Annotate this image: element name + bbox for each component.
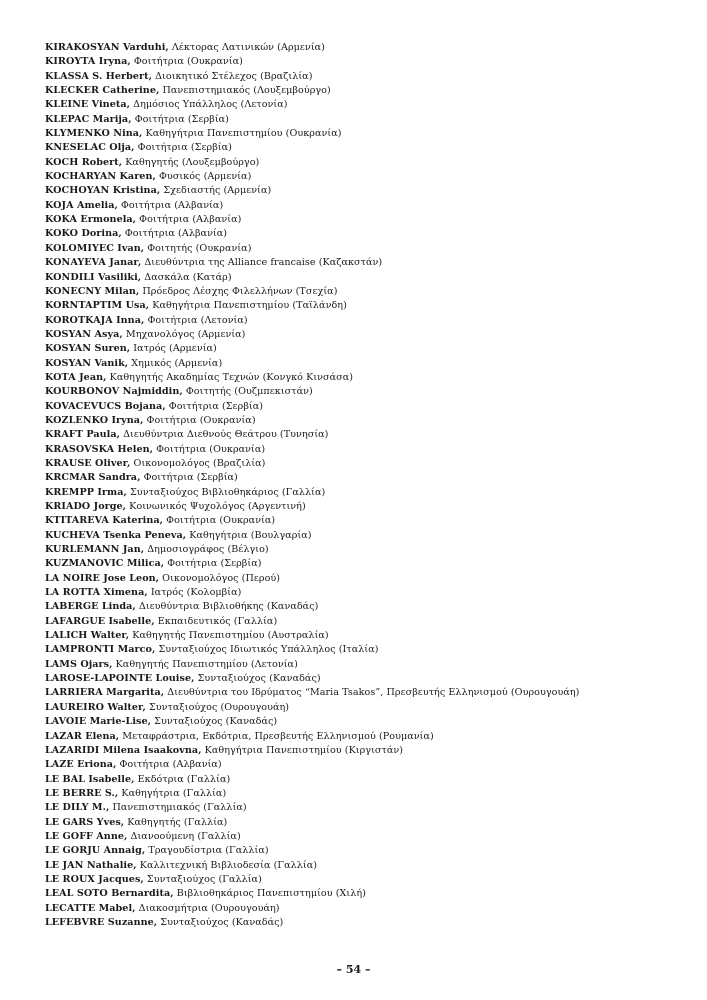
list-item (45, 500, 685, 514)
person-name: KIRAKOSYAN Varduhi, (45, 42, 169, 53)
list-item (45, 414, 685, 428)
person-description: Φοιτητής (Ουκρανία) (144, 242, 252, 254)
list-item (45, 643, 685, 657)
list-item (45, 529, 685, 543)
person-description: Χημικός (Αρμενία) (128, 357, 223, 369)
person-description: Σχεδιαστής (Αρμενία) (160, 185, 272, 197)
person-description: Φοιτήτρια (Σερβία) (140, 472, 238, 484)
person-name: LARRIERA Margarita, (45, 687, 165, 699)
list-item (45, 184, 685, 198)
person-name: KOZLENKO Iryna, (45, 414, 144, 426)
person-name: KOLOMIYEC Ivan, (45, 242, 145, 254)
person-description: Μεταφράστρια, Εκδότρια, Πρεσβευτής Ελληνισμού (Ρουμανία) (119, 730, 434, 742)
list-item (45, 629, 685, 643)
list-item (45, 715, 685, 729)
list-item (45, 271, 685, 285)
person-name: KRASOVSKA Helen, (45, 443, 154, 455)
list-item (45, 486, 685, 500)
person-name: LAMS Ojars, (45, 658, 113, 670)
list-item (45, 285, 685, 299)
person-description: Συνταξιούχος Βιβλιοθηκάριος (Γαλλία) (126, 486, 326, 498)
person-name: LE GOFF Anne, (45, 830, 128, 842)
list-item (45, 873, 685, 887)
person-name: LA NOIRE Jose Leon, (45, 572, 160, 584)
person-name: KTITAREVA Katerina, (45, 515, 164, 527)
person-description: Καθηγητής Πανεπιστημίου (Λετονία) (112, 658, 298, 670)
list-item (45, 55, 685, 69)
list-item (45, 730, 685, 744)
person-description: Καθηγήτρια (Γαλλία) (118, 787, 227, 799)
person-name: KORNTAPTIM Usa, (45, 300, 150, 312)
person-name: KOKA Ermonela, (45, 214, 137, 226)
person-description: Φοιτήτρια (Σερβία) (165, 400, 264, 412)
list-item (45, 227, 685, 241)
list-item (45, 830, 685, 844)
list-item (45, 916, 685, 930)
person-name: LAZE Eriona, (45, 759, 117, 771)
person-description: Φοιτήτρια (Αλβανία) (121, 228, 228, 240)
person-description: Φοιτήτρια (Αλβανία) (136, 214, 242, 226)
person-name: KOKO Dorina, (45, 228, 122, 240)
list-item (45, 443, 685, 457)
person-name: LA ROTTA Ximena, (45, 587, 148, 599)
person-name: LE BERRE S., (45, 787, 119, 799)
person-description: Ιατρός (Κολομβία) (147, 587, 242, 599)
list-item (45, 242, 685, 256)
person-description: Φοιτητής (Ουζμπεκιστάν) (182, 386, 313, 398)
person-description: Εκπαιδευτικός (Γαλλία) (154, 615, 278, 627)
person-description: Διευθύντρια Βιβλιοθήκης (Καναδάς) (135, 601, 319, 613)
person-name: KLECKER Catherine, (45, 85, 160, 97)
list-item (45, 141, 685, 155)
person-description: Καθηγήτρια (Βουλγαρία) (186, 529, 312, 541)
person-description: Δημοσιογράφος (Βέλγιο) (144, 544, 269, 556)
list-item (45, 371, 685, 385)
person-description: Φοιτήτρια (Ουκρανία) (163, 515, 276, 527)
list-item (45, 801, 685, 815)
list-item (45, 84, 685, 98)
list-item (45, 357, 685, 371)
person-description: Φοιτήτρια (Αλβανία) (117, 199, 224, 211)
list-item (45, 199, 685, 213)
person-name: KOTA Jean, (45, 371, 107, 383)
list-item (45, 615, 685, 629)
person-name: KOCH Robert, (45, 156, 123, 168)
participant-list (45, 41, 685, 930)
person-name: KOSYAN Vanik, (45, 357, 129, 369)
list-item (45, 844, 685, 858)
person-name: KONDILI Vasiliki, (45, 271, 142, 283)
person-name: KLYMENKO Nina, (45, 128, 143, 140)
list-item (45, 658, 685, 672)
person-description: Οικονομολόγος (Βραζιλία) (130, 457, 266, 469)
person-name: KIROYTA Iryna, (45, 56, 131, 68)
list-item (45, 816, 685, 830)
list-item (45, 70, 685, 84)
person-description: Λέκτορας Λατινικών (Αρμενία) (168, 42, 325, 53)
person-name: LAFARGUE Isabelle, (45, 615, 155, 627)
list-item (45, 887, 685, 901)
person-description: Πρόεδρος Λέσχης Φιλελλήνων (Τσεχία) (139, 285, 338, 297)
person-name: LE ROUX Jacques, (45, 873, 144, 885)
list-item (45, 600, 685, 614)
person-description: Φοιτήτρια (Ουκρανία) (130, 56, 243, 68)
person-name: KOCHOYAN Kristina, (45, 185, 161, 197)
list-item (45, 385, 685, 399)
person-description: Διευθύντρια της Alliance francaise (Καζακστάν) (141, 257, 383, 269)
person-name: LAUREIRO Walter, (45, 701, 146, 713)
list-item (45, 156, 685, 170)
list-item (45, 299, 685, 313)
person-description: Φοιτήτρια (Σερβία) (164, 558, 262, 570)
person-description: Διευθύντρια Διεθνούς Θεάτρου (Τυνησία) (120, 429, 329, 441)
list-item (45, 170, 685, 184)
list-item (45, 428, 685, 442)
list-item (45, 514, 685, 528)
person-description: Πανεπιστημιακός (Λουξεμβούργο) (159, 85, 331, 97)
list-item (45, 256, 685, 270)
person-description: Φοιτήτρια (Σερβία) (134, 142, 232, 154)
person-description: Δασκάλα (Κατάρ) (141, 271, 232, 283)
person-name: KURLEMANN Jan, (45, 544, 145, 556)
list-item (45, 113, 685, 127)
person-name: KONECNY Milan, (45, 285, 140, 297)
list-item (45, 342, 685, 356)
list-item (45, 902, 685, 916)
person-description: Διανοούμενη (Γαλλία) (127, 830, 241, 842)
person-description: Φοιτήτρια (Αλβανία) (116, 759, 222, 771)
person-name: LECATTE Mabel, (45, 902, 136, 914)
person-description: Συνταξιούχος Ιδιωτικός Υπάλληλος (Ιταλία) (155, 644, 379, 656)
list-item (45, 328, 685, 342)
person-name: KONAYEVA Janar, (45, 257, 142, 269)
list-item (45, 127, 685, 141)
list-item (45, 586, 685, 600)
list-item (45, 314, 685, 328)
person-description: Φοιτήτρια (Σερβία) (131, 113, 229, 125)
person-name: LE GORJU Annaig, (45, 845, 146, 857)
person-description: Καθηγητής (Λουξεμβούργο) (122, 156, 260, 168)
list-item (45, 686, 685, 700)
person-description: Οικονομολόγος (Περού) (159, 572, 281, 584)
person-name: KOSYAN Asya, (45, 328, 123, 340)
person-description: Φοιτήτρια (Ουκρανία) (153, 443, 266, 455)
person-description: Διακοσμήτρια (Ουρουγουάη) (135, 902, 280, 914)
person-name: KOVACEVUCS Bojana, (45, 400, 166, 412)
person-name: KLEINE Vineta, (45, 99, 130, 111)
person-name: KOSYAN Suren, (45, 343, 131, 355)
list-item (45, 701, 685, 715)
person-description: Βιβλιοθηκάριος Πανεπιστημίου (Χιλή) (173, 888, 366, 900)
list-item (45, 98, 685, 112)
person-name: KUCHEVA Tsenka Peneva, (45, 529, 187, 541)
person-description: Καθηγητής (Γαλλία) (124, 816, 228, 828)
person-name: KRIADO Jorge, (45, 501, 127, 512)
list-item (45, 543, 685, 557)
person-name: LAZAR Elena, (45, 730, 120, 742)
person-name: LEFEBVRE Suzanne, (45, 916, 158, 928)
person-name: KREMPP Irma, (45, 486, 127, 498)
person-name: LAZARIDI Milena Isaakovna, (45, 744, 202, 756)
list-item (45, 400, 685, 414)
person-description: Εκδότρια (Γαλλία) (134, 773, 231, 785)
list-item (45, 457, 685, 471)
page-number: – 54 – (336, 963, 371, 976)
person-description: Ιατρός (Αρμενία) (130, 343, 217, 355)
person-description: Καθηγήτρια Πανεπιστημίου (Ουκρανία) (142, 128, 342, 140)
list-item (45, 213, 685, 227)
person-name: LE JAN Nathalie, (45, 859, 137, 871)
list-item (45, 744, 685, 758)
person-description: Καθηγήτρια Πανεπιστημίου (Ταϊλάνδη) (149, 300, 347, 312)
person-name: KOURBONOV Najmiddin, (45, 386, 183, 398)
person-name: LAMPRONTI Marco, (45, 644, 156, 656)
person-name: KOROTKAJA Inna, (45, 314, 145, 326)
person-description: Συνταξιούχος (Καναδάς) (157, 916, 284, 928)
person-description: Διοικητικό Στέλεχος (Βραζιλία) (151, 70, 313, 82)
person-name: KOCHARYAN Karen, (45, 171, 156, 183)
person-name: KLASSA S. Herbert, (45, 70, 152, 82)
person-name: LEAL SOTO Bernardita, (45, 888, 174, 900)
person-name: LAVOIE Marie-Lise, (45, 716, 152, 728)
person-name: LE GARS Yves, (45, 816, 125, 828)
list-item (45, 773, 685, 787)
person-name: LALICH Walter, (45, 630, 130, 642)
list-item (45, 787, 685, 801)
list-item (45, 672, 685, 686)
person-description: Κοινωνικός Ψυχολόγος (Αργεντινή) (126, 501, 306, 512)
person-description: Φυσικός (Αρμενία) (155, 171, 252, 183)
person-name: LAROSE-LAPOINTE Louise, (45, 673, 195, 685)
person-name: KLEPAC Marija, (45, 113, 132, 125)
person-name: LE DILY M., (45, 802, 110, 814)
person-description: Φοιτήτρια (Λετονία) (144, 314, 248, 326)
person-description: Καθηγητής Πανεπιστημίου (Αυστραλία) (129, 630, 329, 642)
person-name: KRCMAR Sandra, (45, 472, 141, 484)
person-description: Δημόσιος Υπάλληλος (Λετονία) (130, 99, 288, 111)
person-description: Συνταξιούχος (Καναδάς) (194, 673, 321, 685)
person-description: Φοιτήτρια (Ουκρανία) (143, 414, 256, 426)
list-item (45, 758, 685, 772)
person-name: KNESELAC Olja, (45, 142, 135, 154)
person-description: Καθηγήτρια Πανεπιστημίου (Κιργιστάν) (201, 744, 404, 756)
person-description: Συνταξιούχος (Καναδάς) (151, 716, 278, 728)
person-description: Πανεπιστημιακός (Γαλλία) (109, 802, 247, 814)
person-name: LE BAL Isabelle, (45, 773, 135, 785)
person-name: KRAFT Paula, (45, 429, 120, 441)
person-description: Τραγουδίστρια (Γαλλία) (145, 845, 269, 857)
person-name: KRAUSE Oliver, (45, 457, 131, 469)
person-name: LABERGE Linda, (45, 601, 136, 613)
person-name: KOJA Amelia, (45, 199, 118, 211)
person-name: KUZMANOVIC Milica, (45, 558, 165, 570)
person-description: Μηχανολόγος (Αρμενία) (122, 328, 246, 340)
person-description: Καλλιτεχνική Βιβλιοδεσία (Γαλλία) (136, 859, 318, 871)
list-item (45, 859, 685, 873)
list-item (45, 41, 685, 55)
person-description: Συνταξιούχος (Γαλλία) (143, 873, 262, 885)
list-item (45, 572, 685, 586)
list-item (45, 557, 685, 571)
person-description: Συνταξιούχος (Ουρουγουάη) (145, 701, 290, 713)
person-description: Διευθύντρια του Ιδρύματος “Maria Tsakos”, Πρεσβευτής Ελληνισμού (Ουρουγουάη) (164, 687, 580, 699)
person-description: Καθηγητής Ακαδημίας Τεχνών (Κονγκό Κινσάσα) (106, 371, 354, 383)
list-item (45, 471, 685, 485)
